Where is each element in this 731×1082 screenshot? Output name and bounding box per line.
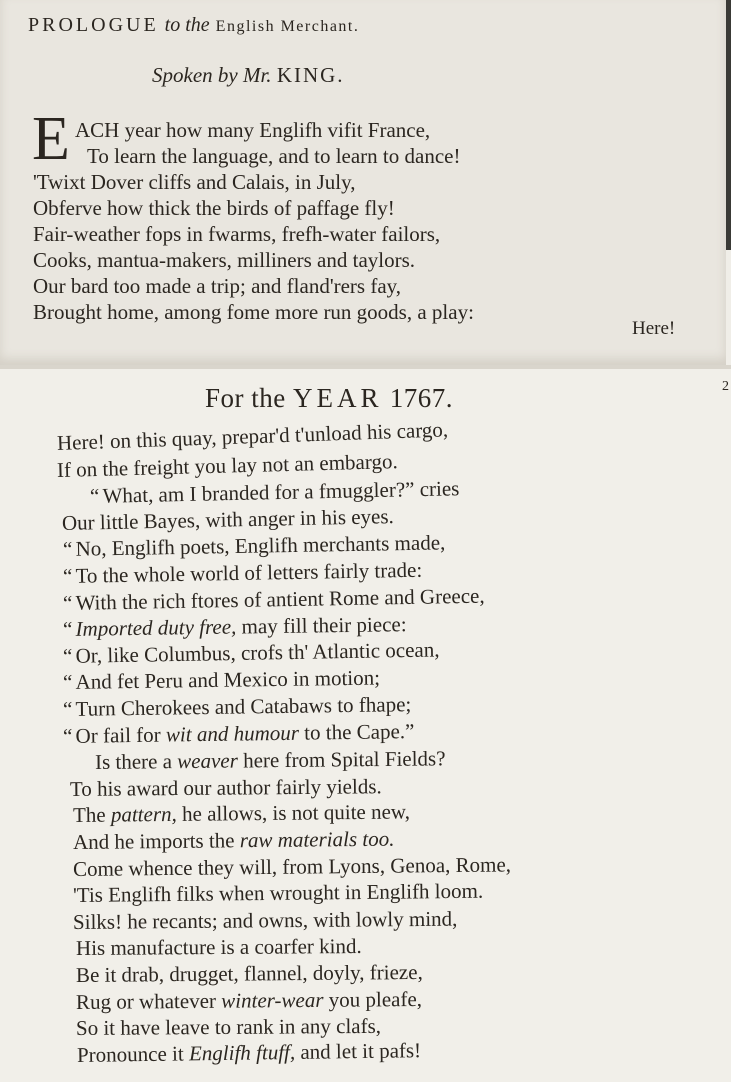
spoken-by-line: [152, 63, 345, 88]
bottom-page: [0, 369, 731, 1082]
line-text: The: [72, 802, 112, 828]
line-text: he allows, is not quite new,: [176, 799, 411, 827]
verse-line: [76, 987, 422, 1014]
verse-line: [63, 692, 412, 721]
title-year-word: YEAR: [293, 383, 383, 413]
verse-line: [73, 879, 483, 907]
verse-line: [77, 1038, 421, 1067]
line-text: you pleafe,: [323, 986, 423, 1012]
verse-line: [63, 637, 440, 668]
title-prefix: For the: [205, 383, 286, 413]
italic-phrase: raw materials too.: [239, 826, 395, 853]
line-text: Here! on this quay, prepar'd t'unload his cargo,: [56, 417, 449, 455]
line-text: Come whence they will, from Lyons, Genoa, Rome,: [72, 852, 512, 881]
verse-line: [76, 960, 423, 987]
binding-shadow: [726, 0, 731, 250]
italic-phrase: wit and humour: [165, 720, 300, 747]
verse-line: [63, 531, 446, 562]
drop-cap: E: [32, 105, 70, 173]
quote-mark: “: [62, 563, 76, 588]
verse-line: [70, 774, 382, 801]
verse-line: [63, 583, 485, 614]
line-text: And fet Peru and Mexico in motion;: [75, 665, 381, 695]
line-text: Or fail for: [75, 722, 167, 748]
running-head-to-the: to the: [164, 14, 210, 36]
verse-line: [76, 934, 362, 960]
running-head-title: English Merchant.: [215, 18, 360, 35]
page-title: [205, 383, 453, 414]
quote-mark: “: [89, 483, 103, 509]
quote-mark: “: [62, 696, 76, 721]
verse-line: [63, 612, 407, 641]
verse-line: [63, 558, 423, 588]
verse-line: Our bard too made a trip; and fland'rers fay,: [33, 274, 402, 298]
verse-line: [62, 504, 394, 535]
italic-phrase: pattern,: [110, 802, 177, 827]
quote-mark: “: [62, 617, 76, 642]
line-text: To the whole world of letters fairly trade:: [75, 557, 423, 588]
verse-line: [90, 476, 460, 508]
line-text: And he imports the: [72, 828, 240, 854]
quote-mark: “: [62, 723, 76, 748]
line-text: 'Tis Englifh filks when wrought in Englifh loom.: [72, 878, 484, 908]
verse-line: [63, 666, 380, 694]
title-year: 1767.: [389, 383, 453, 413]
line-text: If on the freight you lay not an embargo.: [56, 448, 398, 482]
verse-line: [57, 449, 398, 482]
spoken-by-name: KING.: [276, 63, 345, 87]
line-text: to the Cape.”: [298, 718, 415, 745]
line-text: His manufacture is a coarfer kind.: [75, 934, 362, 961]
line-text: To his award our author fairly yields.: [69, 774, 382, 801]
italic-phrase: weaver: [177, 748, 238, 774]
line-text: and let it pafs!: [294, 1037, 422, 1064]
italic-phrase: Englifh ftuff,: [188, 1039, 296, 1066]
line-text: may fill their piece:: [236, 612, 407, 639]
quote-mark: “: [62, 590, 76, 615]
verse-line: To learn the language, and to learn to dance!: [87, 144, 461, 168]
quote-mark: “: [62, 670, 76, 695]
verse-line: Cooks, mantua-makers, milliners and taylors.: [33, 248, 416, 272]
line-text: So it have leave to rank in any clafs,: [75, 1014, 382, 1041]
verse-line: Brought home, among fome more run goods, a play:: [33, 300, 474, 324]
verse-line: 'Twixt Dover cliffs and Calais, in July,: [33, 170, 356, 194]
verse-line: [73, 852, 511, 881]
line-text: With the rich ftores of antient Rome and Greece,: [75, 583, 485, 615]
verse-line: Obferve how thick the birds of paffage fly!: [33, 196, 395, 220]
running-head: [28, 14, 359, 37]
line-text: Silks! he recants; and owns, with lowly mind,: [72, 906, 458, 934]
top-page: [0, 0, 726, 365]
verse-line: [63, 719, 415, 748]
verse-line: Fair-weather fops in fwarms, frefh-water failors,: [33, 222, 441, 246]
line-text: No, Englifh poets, Englifh merchants made,: [75, 530, 446, 562]
line-text: Pronounce it: [76, 1041, 190, 1067]
verse-line: [76, 1014, 381, 1040]
verse-line: ACH year how many Englifh vifit France,: [75, 118, 431, 142]
line-text: What, am I branded for a fmuggler?” cries: [102, 476, 460, 508]
line-text: Turn Cherokees and Catabaws to fhape;: [75, 692, 412, 721]
line-text: Rug or whatever: [75, 988, 222, 1014]
italic-phrase: Imported duty free,: [75, 614, 237, 642]
page-number-fragment: 2: [722, 379, 729, 394]
running-head-prologue: PROLOGUE: [28, 14, 159, 36]
line-text: Or, like Columbus, crofs th' Atlantic ocean,: [75, 637, 440, 668]
verse-line: [73, 800, 410, 828]
spoken-by-prefix: Spoken by Mr.: [152, 63, 272, 87]
verse-line: [95, 747, 446, 775]
catchword: Here!: [632, 318, 676, 339]
line-text: Is there a: [94, 749, 178, 775]
quote-mark: “: [62, 643, 76, 668]
line-text: Be it drab, drugget, flannel, doyly, frieze,: [75, 959, 423, 987]
line-text: Our little Bayes, with anger in his eyes.: [61, 503, 395, 535]
quote-mark: “: [62, 537, 76, 562]
verse-line: [73, 906, 458, 933]
italic-phrase: winter-wear: [221, 987, 324, 1013]
verse-line: [73, 827, 395, 854]
line-text: here from Spital Fields?: [237, 746, 446, 773]
